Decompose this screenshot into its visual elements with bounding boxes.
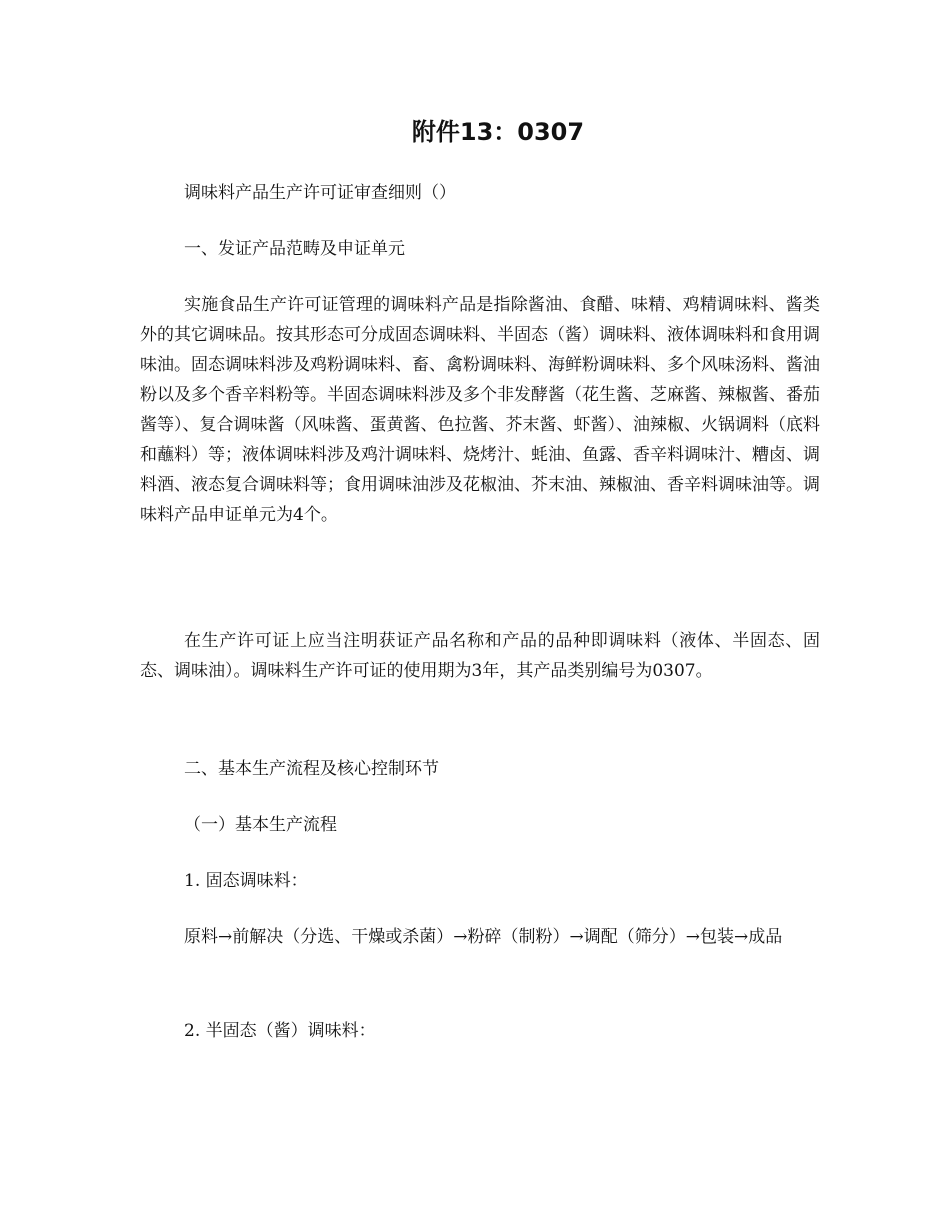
item2-heading: 2. 半固态（酱）调味料： xyxy=(184,1021,376,1041)
document-subtitle: 调味料产品生产许可证审查细则（） xyxy=(184,183,456,203)
section1-heading: 一、发证产品范畴及申证单元 xyxy=(184,239,405,259)
document-title: 附件13：0307 xyxy=(411,118,585,146)
subsection1-heading: （一）基本生产流程 xyxy=(184,815,337,835)
section1-paragraph-1: 实施食品生产许可证管理的调味料产品是指除酱油、食醋、味精、鸡精调味料、酱类外的其它调味品。按其形态可分成固态调味料、半固态（酱）调味料、液体调味料和食用调味油。固态调味料涉及鸡粉调味料、畜、禽粉调味料、海鲜粉调味料、多个风味汤料、酱油粉以及多个香辛料粉等。半固态调味料涉及多个非发酵酱（花生酱、芝麻酱、辣椒酱、番茄酱等）、复合调味酱（风味酱、蛋黄酱、色拉酱、芥末酱、虾酱）、油辣椒、火锅调料（底料和蘸料）等；液体调味料涉及鸡汁调味料、烧烤汁、蚝油、鱼露、香辛料调味汁、糟卤、调料酒、液态复合调味料等；食用调味油涉及花椒油、芥末油、辣椒油、香辛料调味油等。调味料产品申证单元为4个。 xyxy=(140,295,820,525)
item1-heading: 1. 固态调味料： xyxy=(184,871,308,891)
section2-heading: 二、基本生产流程及核心控制环节 xyxy=(184,759,439,779)
section1-paragraph-2: 在生产许可证上应当注明获证产品名称和产品的品种即调味料（液体、半固态、固态、调味油）。调味料生产许可证的使用期为3年，其产品类别编号为0307。 xyxy=(140,631,820,681)
item1-flow: 原料→前解决（分选、干燥或杀菌）→粉碎（制粉）→调配（筛分）→包装→成品 xyxy=(184,927,783,947)
